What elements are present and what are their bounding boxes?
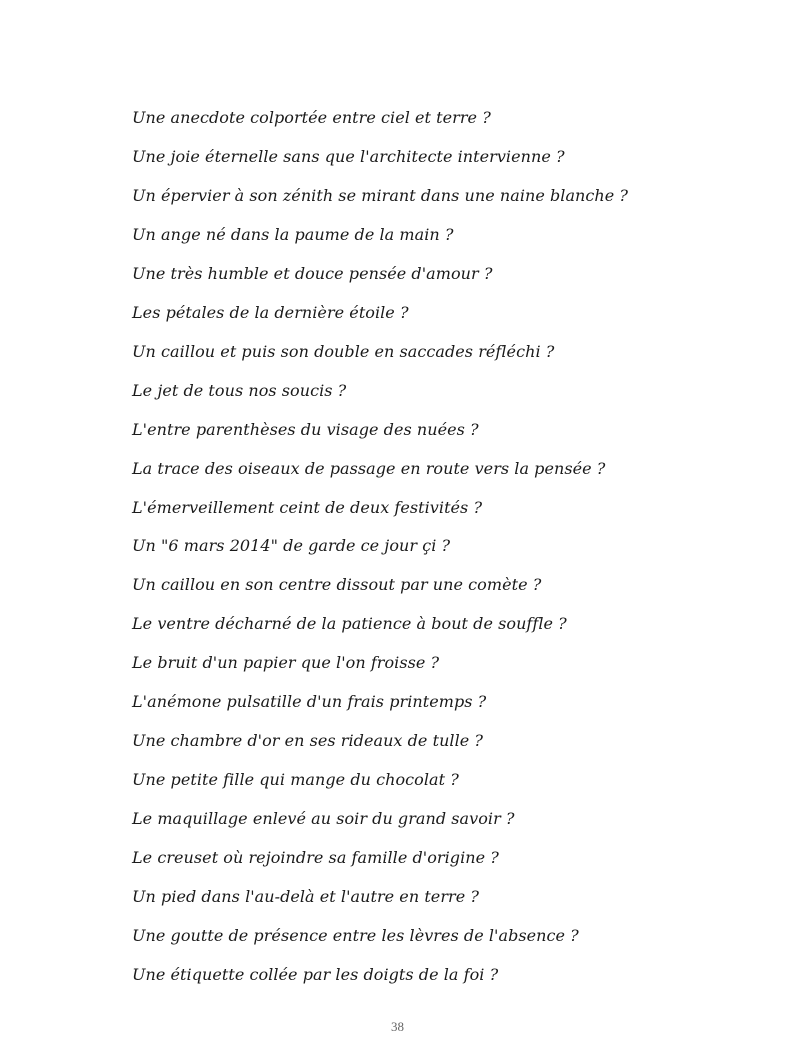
verse-line: Une chambre d'or en ses rideaux de tulle ? [132, 731, 484, 751]
verse-line: Une joie éternelle sans que l'architecte intervienne ? [132, 146, 565, 166]
verse-line: Le ventre décharné de la patience à bout de souffle ? [132, 614, 567, 634]
verse-line: Un pied dans l'au-delà et l'autre en terre ? [132, 887, 479, 907]
verse-line: L'émerveillement ceint de deux festivités ? [132, 497, 483, 517]
verse-line: Un ange né dans la paume de la main ? [132, 224, 454, 244]
verse-line: Un caillou et puis son double en saccades réfléchi ? [132, 341, 555, 361]
verse-line: Une goutte de présence entre les lèvres de l'absence ? [132, 926, 579, 946]
verse-line: Un épervier à son zénith se mirant dans une naine blanche ? [132, 185, 629, 205]
poem-verses [132, 99, 752, 995]
verse-line: Le bruit d'un papier que l'on froisse ? [132, 653, 440, 673]
verse-line: Le creuset où rejoindre sa famille d'origine ? [132, 848, 499, 868]
verse-line: L'entre parenthèses du visage des nuées ? [132, 419, 479, 439]
verse-line: La trace des oiseaux de passage en route vers la pensée ? [132, 458, 606, 478]
verse-line: Un caillou en son centre dissout par une comète ? [132, 575, 542, 595]
verse-line: Une très humble et douce pensée d'amour ? [132, 263, 493, 283]
verse-line: Une anecdote colportée entre ciel et terre ? [132, 108, 491, 127]
verse-line: Les pétales de la dernière étoile ? [132, 302, 409, 322]
verse-line: Une petite fille qui mange du chocolat ? [132, 770, 459, 790]
page-number: 38 [391, 1019, 404, 1034]
verse-line: Une étiquette collée par les doigts de la foi ? [132, 964, 499, 984]
verse-line: L'anémone pulsatille d'un frais printemps ? [132, 692, 487, 712]
verse-line: Le jet de tous nos soucis ? [132, 380, 347, 400]
verse-line: Le maquillage enlevé au soir du grand savoir ? [132, 809, 515, 829]
verse-line: Un "6 mars 2014" de garde ce jour çi ? [132, 536, 451, 556]
